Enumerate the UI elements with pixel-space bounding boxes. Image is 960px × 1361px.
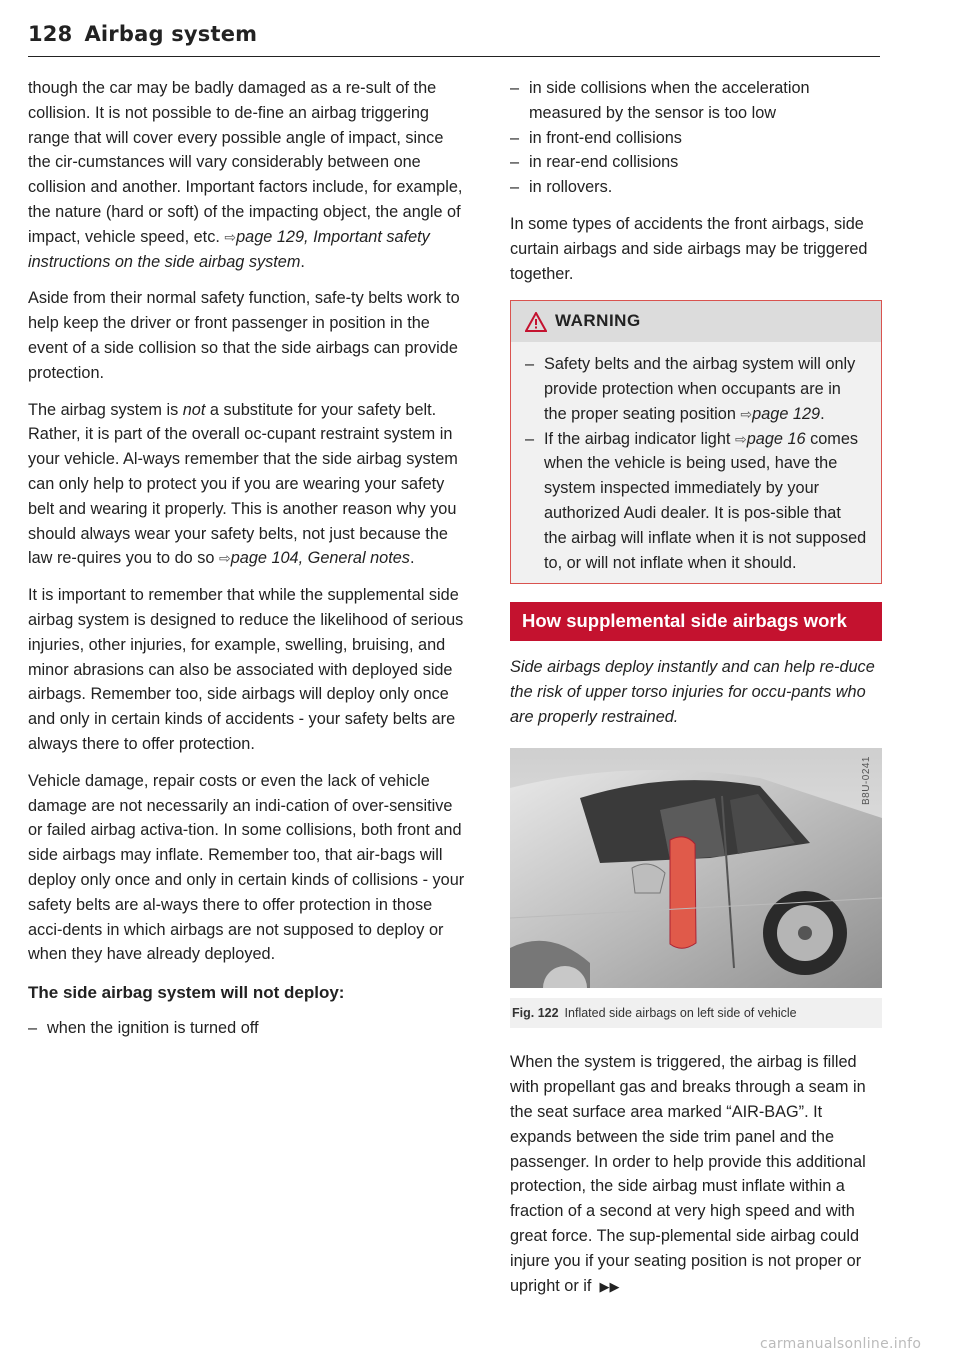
cross-reference-link[interactable]: page 104, General notes <box>230 549 410 568</box>
paragraph: It is important to remember that while the supplemental side airbag system is designed to reduce the likelihood of serious injuries, other injuries, for example, swelling, bruising, and minor abrasions can also be associated with deployed side airbags. Remember too, side airbags will deploy only once and only in certain kinds of accidents - your safety belts are always there to offer protection. <box>28 586 464 753</box>
warning-list <box>525 352 867 575</box>
list-item: – in rollovers. <box>510 175 882 200</box>
lead-paragraph: Side airbags deploy instantly and can help re-duce the risk of upper torso injuries for occu-pants who are properly restrained. <box>510 658 875 726</box>
list-item: – Safety belts and the airbag system will only provide protection when occupants are in the proper seating position ⇨page 129. <box>525 352 867 426</box>
figure-label: Fig. 122 <box>512 1005 559 1020</box>
arrow-right-icon: ⇨ <box>224 228 237 245</box>
cross-reference-link[interactable]: page 129, Important safety instructions on the side airbag system <box>28 227 430 271</box>
paragraph: When the system is triggered, the airbag is filled with propellant gas and breaks through a seam in the seat surface area marked “AIR-BAG”. It expands between the side trim panel and the passenger. In order to help provide this additional protection, the side airbag must inflate within a fraction of a second at very high speed and with great force. The sup-plemental side airbag could injure you if your seating position is not proper or upright or if ▶▶ <box>510 1053 866 1295</box>
arrow-right-icon: ⇨ <box>740 405 753 422</box>
figure-code: B8U-0241 <box>861 755 873 805</box>
bullet-list <box>510 76 882 200</box>
paragraph: In some types of accidents the front airbags, side curtain airbags and side airbags may be triggered together. <box>510 214 868 283</box>
paragraph: The airbag system is not a substitute for your safety belt. Rather, it is part of the overall oc-cupant restraint system in your vehicle. Al-ways remember that the side airbag system can only help to protect you if you are wearing your safety belt and wearing it properly. This is another reason why you should always wear your safety belts, not just because the law re-quires you to do so ⇨page 104, General notes. <box>28 400 458 568</box>
triangle-right-icon: ▶▶ <box>599 1278 620 1294</box>
list-item: – in rear-end collisions <box>510 150 882 175</box>
section-heading-bar: How supplemental side airbags work <box>510 602 882 641</box>
left-column <box>28 76 468 1053</box>
warning-title: WARNING <box>555 311 641 331</box>
warning-header <box>511 301 881 342</box>
arrow-right-icon: ⇨ <box>218 550 231 567</box>
figure <box>510 748 882 988</box>
warning-triangle-icon <box>525 312 547 332</box>
right-column <box>510 76 882 1311</box>
paragraph: Aside from their normal safety function, safe-ty belts work to help keep the driver or front passenger in position in the event of a side collision so that the side airbags can provide protection. <box>28 289 460 382</box>
list-item: – in side collisions when the acceleration measured by the sensor is too low <box>510 76 882 126</box>
cross-reference-link[interactable]: page 129 <box>752 404 821 423</box>
cross-reference-link[interactable]: page 16 <box>746 429 806 448</box>
list-item: – in front-end collisions <box>510 126 882 151</box>
watermark: carmanualsonline.info <box>760 1336 922 1352</box>
paragraph: Vehicle damage, repair costs or even the lack of vehicle damage are not necessarily an indi-cation of over-sensitive or failed airbag activa-tion. In some collisions, both front and side airbags may inflate. Remember too, that air-bags will deploy only once and only in certain kinds of collisions - your safety belts are al-ways there to offer protection in those acci-dents in which airbags are not supposed to deploy or when they have already deployed. <box>28 771 465 964</box>
warning-body <box>511 342 881 583</box>
list-item: – If the airbag indicator light ⇨page 16 comes when the vehicle is being used, have the system inspected immediately by your authorized Audi dealer. It is pos-sible that the airbag will inflate when it is not supposed to, or will not inflate when it should. <box>525 427 867 576</box>
arrow-right-icon: ⇨ <box>734 430 747 447</box>
subheading: The side airbag system will not deploy: <box>28 983 345 1003</box>
figure-caption: Fig. 122 Inflated side airbags on left side of vehicle <box>510 998 882 1029</box>
bullet-list <box>28 1016 468 1041</box>
section-title: Airbag system <box>84 22 258 46</box>
page-header <box>28 22 880 57</box>
car-side-airbag-illustration <box>510 748 882 988</box>
page-number: 128 <box>28 22 73 46</box>
warning-box <box>510 300 882 584</box>
paragraph: though the car may be badly damaged as a re-sult of the collision. It is not possible to de-fine an airbag triggering range that will cover every possible angle of impact, since the cir-cumstances will vary considerably between one collision and another. Important factors include, for example, the nature (hard or soft) of the impacting object, the angle of impact, vehicle speed, etc. ⇨page 129, Important safety instructions on the side airbag system. <box>28 79 463 271</box>
list-item: – when the ignition is turned off <box>28 1016 468 1041</box>
